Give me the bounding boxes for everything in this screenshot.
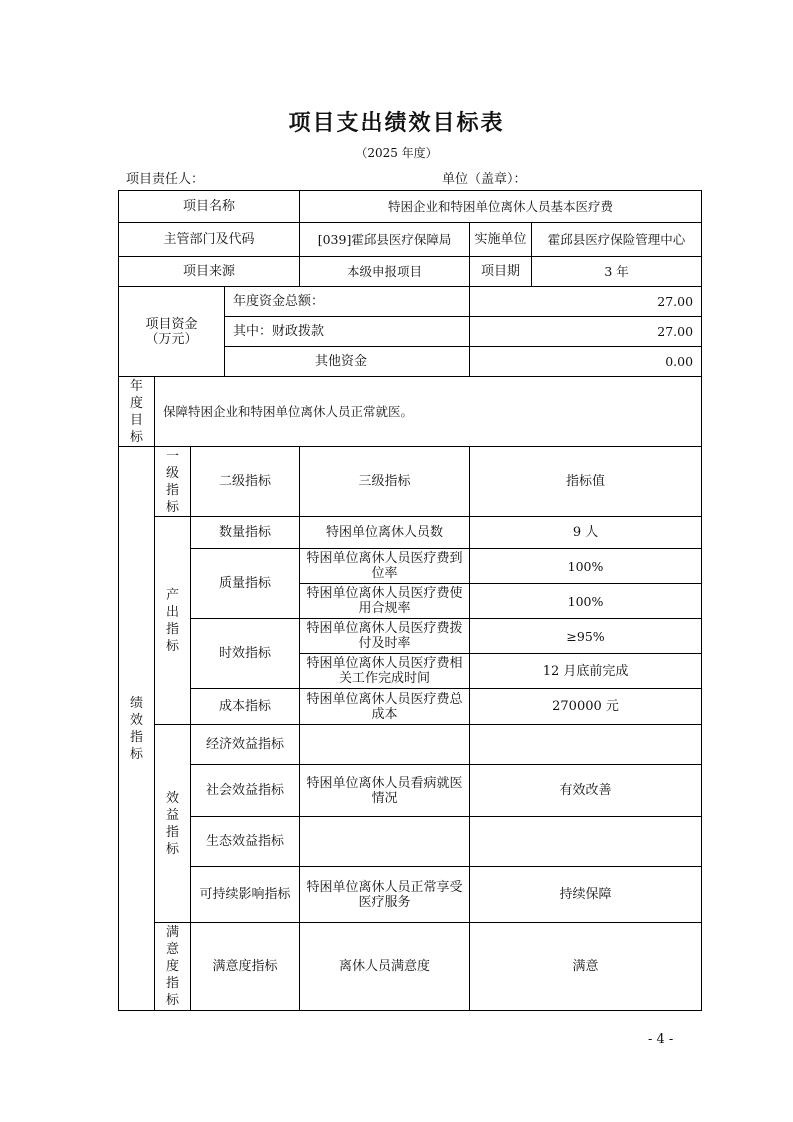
quantity-item: 特困单位离休人员数 xyxy=(300,517,470,549)
ecological-label: 生态效益指标 xyxy=(191,817,300,867)
row-annual-goal xyxy=(119,377,702,447)
project-name-value: 特困企业和特困单位离休人员基本医疗费 xyxy=(300,191,702,223)
header-value: 指标值 xyxy=(470,447,702,517)
satisfaction-value: 满意 xyxy=(470,923,702,1011)
dept-value: [039]霍邱县医疗保障局 xyxy=(300,223,470,257)
period-label: 项目期 xyxy=(470,257,532,287)
source-label: 项目来源 xyxy=(119,257,300,287)
funds-fiscal-value: 27.00 xyxy=(470,317,702,347)
row-ecological xyxy=(119,817,702,867)
row-department xyxy=(119,223,702,257)
row-social xyxy=(119,765,702,817)
row-source xyxy=(119,257,702,287)
indicator-group-label: 绩效指标 xyxy=(119,447,155,1011)
quality-value-2: 100% xyxy=(470,584,702,619)
quantity-value: 9 人 xyxy=(470,517,702,549)
performance-target-table xyxy=(118,190,702,1011)
sustain-value: 持续保障 xyxy=(470,867,702,923)
row-timeliness-1 xyxy=(119,619,702,654)
row-project-name xyxy=(119,191,702,223)
ecological-value xyxy=(470,817,702,867)
satisfaction-item: 离休人员满意度 xyxy=(300,923,470,1011)
output-label: 产出指标 xyxy=(155,517,191,725)
quantity-label: 数量指标 xyxy=(191,517,300,549)
row-cost xyxy=(119,689,702,725)
cost-value: 270000 元 xyxy=(470,689,702,725)
sustain-label: 可持续影响指标 xyxy=(191,867,300,923)
cost-label: 成本指标 xyxy=(191,689,300,725)
project-name-label: 项目名称 xyxy=(119,191,300,223)
benefit-label: 效益指标 xyxy=(155,725,191,923)
economic-value xyxy=(470,725,702,765)
quality-item-2: 特困单位离休人员医疗费使用合规率 xyxy=(300,584,470,619)
funds-label: 项目资金（万元） xyxy=(119,287,225,377)
timeliness-item-2: 特困单位离休人员医疗费相关工作完成时间 xyxy=(300,654,470,689)
header-level1: 一级指标 xyxy=(155,447,191,517)
timeliness-item-1: 特困单位离休人员医疗费拨付及时率 xyxy=(300,619,470,654)
quality-label: 质量指标 xyxy=(191,549,300,619)
annual-goal-text: 保障特困企业和特困单位离休人员正常就医。 xyxy=(155,377,702,447)
economic-label: 经济效益指标 xyxy=(191,725,300,765)
dept-label: 主管部门及代码 xyxy=(119,223,300,257)
timeliness-value-1: ≥95% xyxy=(470,619,702,654)
source-value: 本级申报项目 xyxy=(300,257,470,287)
social-item: 特困单位离休人员看病就医情况 xyxy=(300,765,470,817)
quality-value-1: 100% xyxy=(470,549,702,584)
responsible-person-label: 项目责任人： xyxy=(126,172,205,187)
social-value: 有效改善 xyxy=(470,765,702,817)
social-label: 社会效益指标 xyxy=(191,765,300,817)
cost-item: 特困单位离休人员医疗费总成本 xyxy=(300,689,470,725)
page-title: 项目支出绩效目标表 xyxy=(288,111,505,136)
row-economic xyxy=(119,725,702,765)
funds-other-value: 0.00 xyxy=(470,347,702,377)
impl-unit-label: 实施单位 xyxy=(470,223,532,257)
quality-item-1: 特困单位离休人员医疗费到位率 xyxy=(300,549,470,584)
funds-total-value: 27.00 xyxy=(470,287,702,317)
funds-fiscal-label: 其中：财政拨款 xyxy=(225,317,470,347)
period-value: 3 年 xyxy=(532,257,702,287)
header-level2: 二级指标 xyxy=(191,447,300,517)
row-quality-1 xyxy=(119,549,702,584)
sustain-item: 特困单位离休人员正常享受医疗服务 xyxy=(300,867,470,923)
ecological-item xyxy=(300,817,470,867)
row-quantity xyxy=(119,517,702,549)
funds-other-label: 其他资金 xyxy=(225,347,470,377)
row-satisfaction xyxy=(119,923,702,1011)
funds-total-label: 年度资金总额： xyxy=(225,287,470,317)
timeliness-label: 时效指标 xyxy=(191,619,300,689)
row-indicator-header xyxy=(119,447,702,517)
row-sustain xyxy=(119,867,702,923)
header-level3: 三级指标 xyxy=(300,447,470,517)
impl-unit-value: 霍邱县医疗保险管理中心 xyxy=(532,223,702,257)
annual-goal-label: 年度目标 xyxy=(119,377,155,447)
unit-seal-label: 单位（盖章）： xyxy=(442,172,527,187)
satisfaction-label: 满意度指标 xyxy=(155,923,191,1011)
fiscal-year: （2025 年度） xyxy=(355,146,438,160)
satisfaction-sub-label: 满意度指标 xyxy=(191,923,300,1011)
page-number: - 4 - xyxy=(648,1032,674,1047)
economic-item xyxy=(300,725,470,765)
timeliness-value-2: 12 月底前完成 xyxy=(470,654,702,689)
row-funds-total xyxy=(119,287,702,317)
